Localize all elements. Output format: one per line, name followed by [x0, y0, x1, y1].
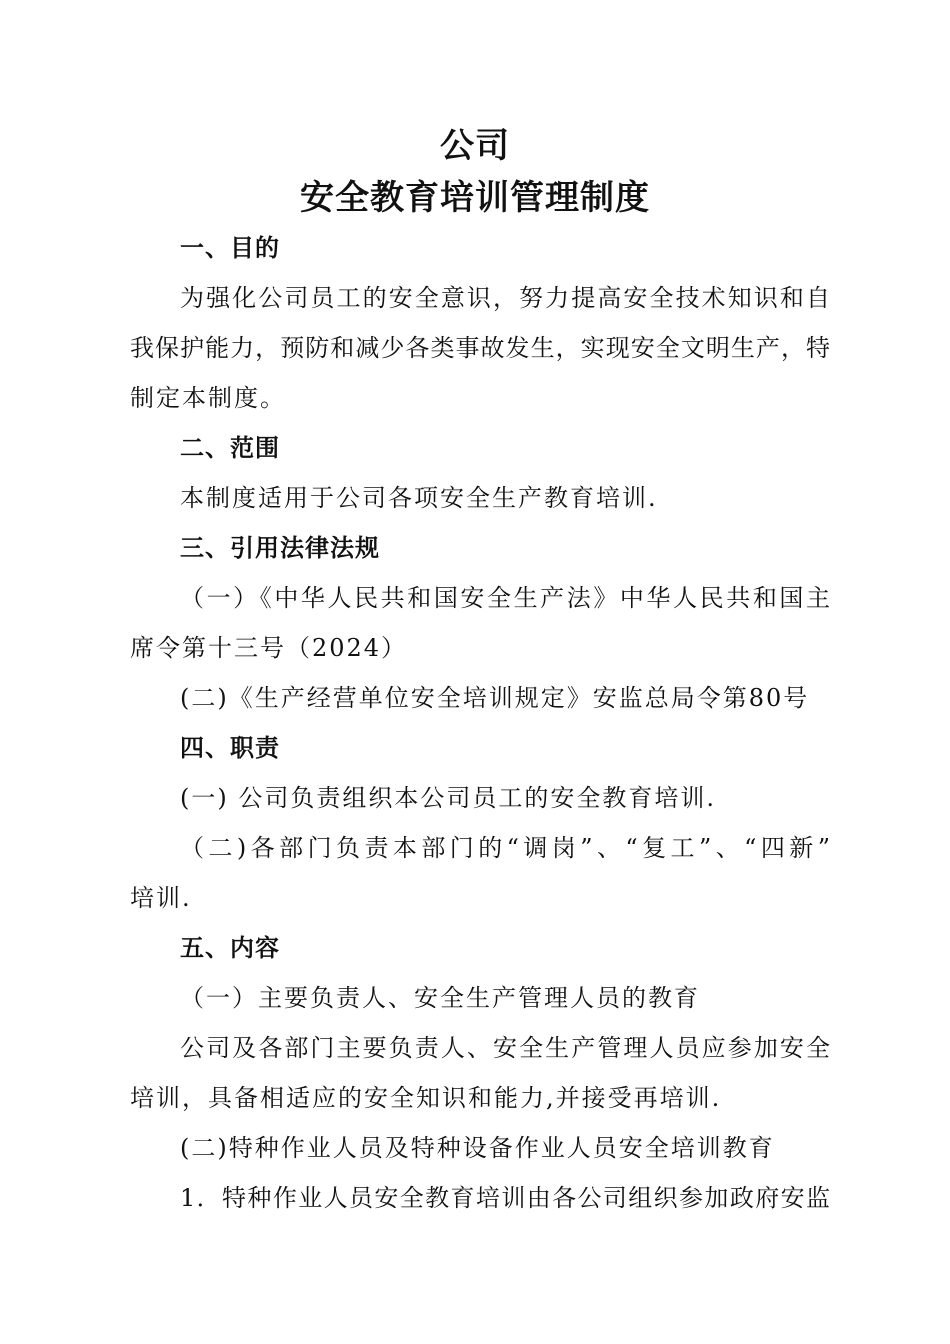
paragraph-line: (二)特种作业人员及特种设备作业人员安全培训教育 — [180, 1134, 775, 1162]
section-heading-purpose: 一、目的 — [180, 234, 280, 262]
document-title-line1: 公司 — [440, 126, 510, 166]
paragraph-line: 席令第十三号（2024） — [130, 634, 408, 662]
paragraph-line: 培训，具备相适应的安全知识和能力,并接受再培训. — [130, 1084, 722, 1112]
paragraph-line: 为强化公司员工的安全意识，努力提高安全技术知识和自 — [180, 284, 830, 312]
paragraph-line: （一）主要负责人、安全生产管理人员的教育 — [180, 984, 700, 1012]
paragraph-line: 制定本制度。 — [130, 384, 286, 412]
section-heading-scope: 二、范围 — [180, 434, 280, 462]
paragraph-line: 培训. — [130, 884, 192, 912]
paragraph-line: 1．特种作业人员安全教育培训由各公司组织参加政府安监 — [180, 1184, 830, 1212]
paragraph-line: (一) 公司负责组织本公司员工的安全教育培训. — [180, 784, 716, 812]
paragraph-line: （一）《中华人民共和国安全生产法》中华人民共和国主 — [180, 584, 830, 612]
document-title-line2: 安全教育培训管理制度 — [300, 178, 650, 218]
section-heading-laws: 三、引用法律法规 — [180, 534, 380, 562]
paragraph-line: 我保护能力，预防和减少各类事故发生，实现安全文明生产，特 — [130, 334, 830, 362]
paragraph-line: （二)各部门负责本部门的“调岗”、“复工”、“四新” — [180, 834, 830, 862]
paragraph-line: 本制度适用于公司各项安全生产教育培训. — [180, 484, 658, 512]
paragraph-line: 公司及各部门主要负责人、安全生产管理人员应参加安全 — [180, 1034, 830, 1062]
paragraph-line: (二)《生产经营单位安全培训规定》安监总局令第80号 — [180, 684, 810, 712]
section-heading-content: 五、内容 — [180, 934, 280, 962]
section-heading-duties: 四、职责 — [180, 734, 280, 762]
